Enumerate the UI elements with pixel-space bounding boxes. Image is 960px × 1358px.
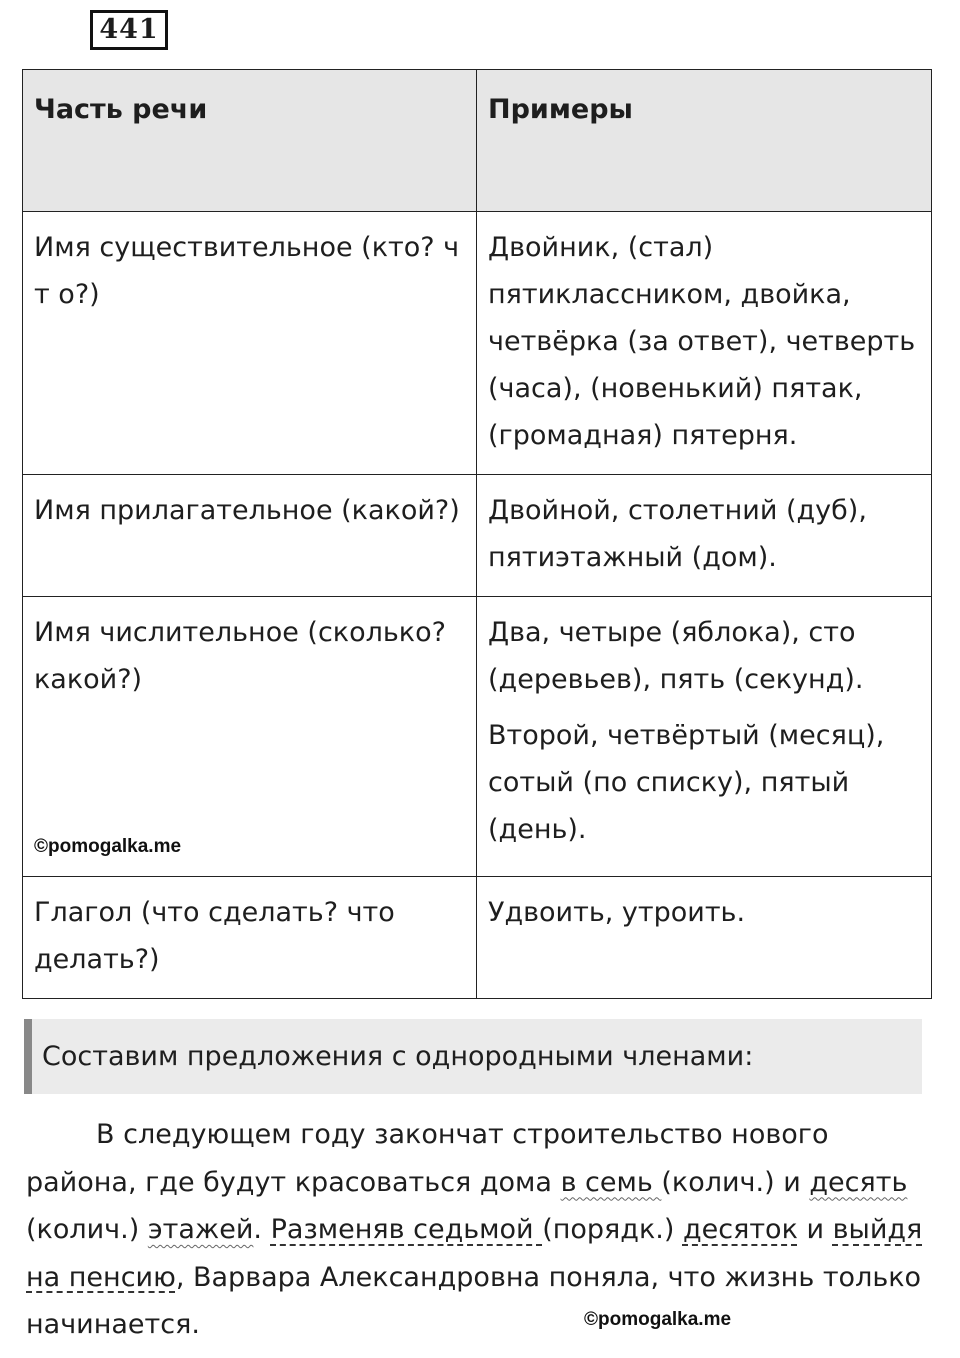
- paragraph-text: (колич.): [26, 1214, 148, 1245]
- underlined-participle-phrase: Разменяв седьмой: [270, 1214, 543, 1245]
- table-row: [23, 475, 932, 597]
- examples-cell: Удвоить, утроить.: [477, 877, 932, 999]
- part-of-speech-text: Имя числительное (сколько? какой?): [34, 617, 446, 695]
- paragraph-text: (порядк.): [542, 1214, 683, 1245]
- examples-cell: [477, 597, 932, 877]
- table-row: [23, 212, 932, 475]
- paragraph-text: .: [253, 1214, 271, 1245]
- underlined-participle-phrase: выйдя на пенсию: [26, 1214, 923, 1293]
- header-part-of-speech: Часть речи: [23, 70, 477, 212]
- example-paragraph: [26, 1111, 936, 1349]
- watermark: ©pomogalka.me: [34, 836, 182, 857]
- part-of-speech-cell: Имя прилагательное (какой?): [23, 475, 477, 597]
- paragraph-text: , Варвара Александровна поняла, что жизнь только начинается.: [26, 1261, 922, 1340]
- underlined-numeral: десять: [809, 1166, 908, 1198]
- table-row: [23, 877, 932, 999]
- paragraph-text: В следующем году закончат строительство нового района, где будут красоваться дома: [26, 1119, 829, 1198]
- paragraph-text: (колич.) и: [661, 1166, 810, 1198]
- header-examples: Примеры: [477, 70, 932, 212]
- part-of-speech-cell: [23, 597, 477, 877]
- examples-cell: Двойник, (стал) пятиклассником, двойка, четвёрка (за ответ), четверть (часа), (новенький) пятак, (громадная) пятерня.: [477, 212, 932, 475]
- table-row: [23, 597, 932, 877]
- section-heading: Составим предложения с однородными членами:: [24, 1019, 922, 1094]
- examples-text: Второй, четвёртый (месяц), сотый (по списку), пятый (день).: [488, 720, 885, 845]
- parts-of-speech-table: [22, 69, 932, 999]
- part-of-speech-cell: Глагол (что сделать? что делать?): [23, 877, 477, 999]
- underlined-numeral: в семь: [560, 1166, 662, 1198]
- examples-cell: Двойной, столетний (дуб), пятиэтажный (дом).: [477, 475, 932, 597]
- task-number: 441: [90, 10, 168, 50]
- underlined-word: десяток: [682, 1214, 798, 1245]
- watermark: ©pomogalka.me: [584, 1309, 732, 1330]
- underlined-word: этажей: [147, 1214, 254, 1245]
- table-header-row: [23, 70, 932, 212]
- examples-text: Два, четыре (яблока), сто (деревьев), пять (секунд).: [488, 617, 864, 695]
- paragraph-text: и: [797, 1214, 833, 1245]
- part-of-speech-cell: Имя существительное (кто? ч т о?): [23, 212, 477, 475]
